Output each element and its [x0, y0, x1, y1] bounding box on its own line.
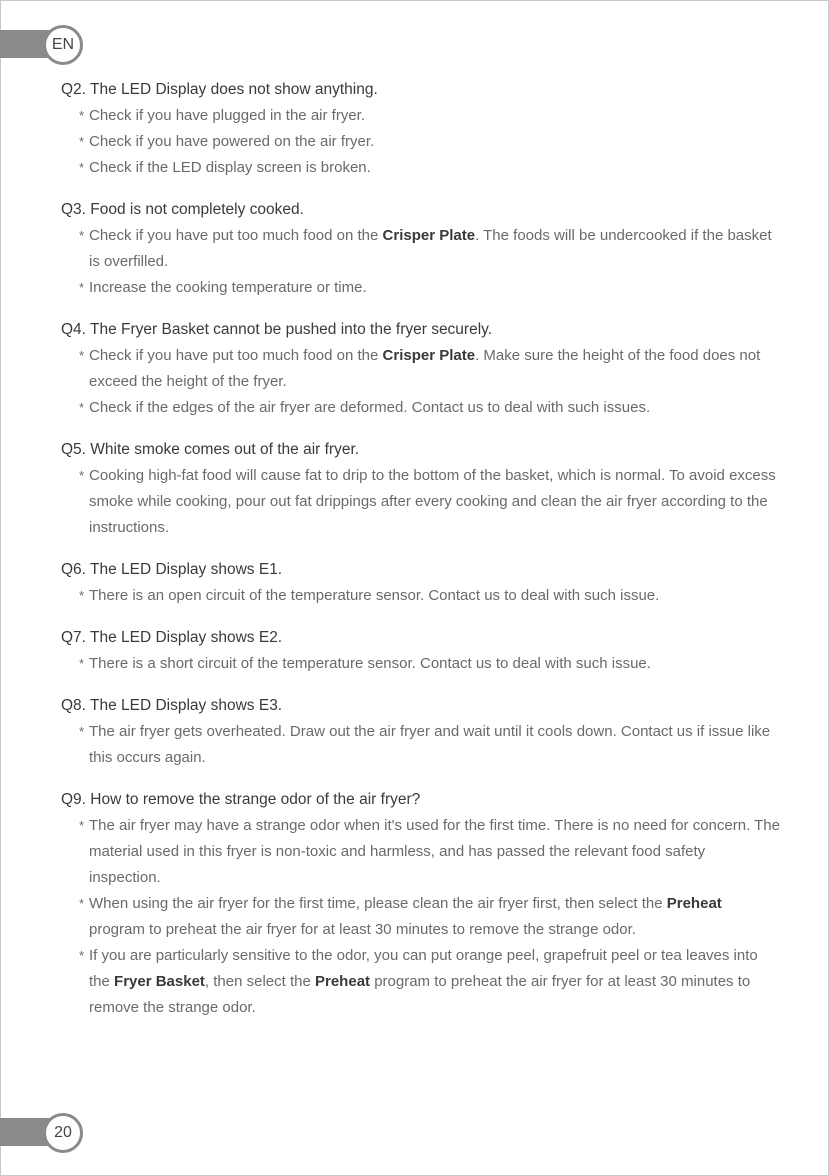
faq-answer	[61, 943, 781, 1021]
faq-answer	[61, 813, 781, 891]
language-badge	[43, 25, 83, 65]
faq-answer	[61, 343, 781, 395]
answer-text: program to preheat the air fryer for at least 30 minutes to remove the strange odor.	[89, 921, 636, 938]
answer-text: Check if you have plugged in the air fryer.	[89, 107, 365, 124]
answer-text: When using the air fryer for the first time, please clean the air fryer first, then select the	[89, 895, 667, 912]
answer-text: Check if you have powered on the air fryer.	[89, 133, 375, 150]
faq-question: Q9. How to remove the strange odor of the air fryer?	[61, 791, 421, 808]
answer-text: Check if you have put too much food on the	[89, 227, 383, 244]
bullet-asterisk: *	[79, 400, 85, 415]
answer-text: If you are particularly sensitive to the odor, you can put orange peel, grapefruit peel or tea leaves into the	[89, 947, 758, 990]
faq-answer	[61, 651, 781, 677]
faq-question: Q3. Food is not completely cooked.	[61, 201, 304, 218]
faq-question: Q6. The LED Display shows E1.	[61, 561, 283, 578]
faq-item	[61, 787, 781, 1021]
faq-answer	[61, 583, 781, 609]
bullet-asterisk: *	[79, 228, 85, 243]
answer-text: program to preheat the air fryer for at least 30 minutes to remove the strange odor.	[89, 973, 751, 1016]
faq-item	[61, 77, 781, 181]
faq-item	[61, 317, 781, 421]
bullet-asterisk: *	[79, 468, 85, 483]
faq-answer	[61, 395, 781, 421]
faq-question: Q7. The LED Display shows E2.	[61, 629, 283, 646]
bullet-asterisk: *	[79, 948, 85, 963]
answer-text: The air fryer gets overheated. Draw out the air fryer and wait until it cools down. Contact us if issue like this occurs again.	[89, 723, 771, 766]
faq-answer	[61, 719, 781, 771]
faq-item	[61, 693, 781, 771]
faq-question: Q2. The LED Display does not show anything.	[61, 81, 378, 98]
faq-question: Q4. The Fryer Basket cannot be pushed into the fryer securely.	[61, 321, 493, 338]
answer-text: Check if you have put too much food on the	[89, 347, 383, 364]
answer-emphasis: Preheat	[315, 973, 371, 990]
answer-text: There is a short circuit of the temperature sensor. Contact us to deal with such issue.	[89, 655, 651, 672]
faq-question: Q5. White smoke comes out of the air fryer.	[61, 441, 360, 458]
language-label: EN	[51, 36, 75, 53]
bullet-asterisk: *	[79, 108, 85, 123]
answer-emphasis: Preheat	[666, 895, 722, 912]
page-number-badge	[43, 1113, 83, 1153]
answer-text: . Make sure the height of the food does not exceed the height of the fryer.	[89, 347, 761, 390]
faq-answer	[61, 275, 781, 301]
bullet-asterisk: *	[79, 724, 85, 739]
bullet-asterisk: *	[79, 896, 85, 911]
faq-answer	[61, 129, 781, 155]
bullet-asterisk: *	[79, 656, 85, 671]
bullet-asterisk: *	[79, 134, 85, 149]
answer-emphasis: Crisper Plate	[382, 227, 476, 244]
answer-text: Check if the edges of the air fryer are deformed. Contact us to deal with such issues.	[89, 399, 651, 416]
bullet-asterisk: *	[79, 280, 85, 295]
bullet-asterisk: *	[79, 818, 85, 833]
answer-text: , then select the	[204, 973, 315, 990]
faq-answer	[61, 103, 781, 129]
faq-question: Q8. The LED Display shows E3.	[61, 697, 283, 714]
faq-item	[61, 557, 781, 609]
faq-answer	[61, 463, 781, 541]
faq-item	[61, 437, 781, 541]
answer-text: Increase the cooking temperature or time.	[89, 279, 367, 296]
faq-item	[61, 197, 781, 301]
faq-answer	[61, 155, 781, 181]
faq-answer	[61, 223, 781, 275]
page-number: 20	[54, 1124, 72, 1141]
bullet-asterisk: *	[79, 160, 85, 175]
faq-list	[61, 77, 781, 1037]
faq-answer	[61, 891, 781, 943]
faq-item	[61, 625, 781, 677]
answer-emphasis: Crisper Plate	[382, 347, 476, 364]
answer-text: The air fryer may have a strange odor when it's used for the first time. There is no need for concern. The material used in this fryer is non-toxic and harmless, and has passed the relevant food safety inspection.	[89, 817, 780, 886]
answer-text: Check if the LED display screen is broken.	[89, 159, 371, 176]
answer-text: There is an open circuit of the temperature sensor. Contact us to deal with such issue.	[89, 587, 660, 604]
bullet-asterisk: *	[79, 588, 85, 603]
bullet-asterisk: *	[79, 348, 85, 363]
answer-text: Cooking high-fat food will cause fat to drip to the bottom of the basket, which is normal. To avoid excess smoke while cooking, pour out fat drippings after every cooking and clean the air fryer according to the instructions.	[89, 467, 776, 536]
answer-emphasis: Fryer Basket	[114, 973, 205, 990]
answer-text: . The foods will be undercooked if the basket is overfilled.	[89, 227, 772, 270]
